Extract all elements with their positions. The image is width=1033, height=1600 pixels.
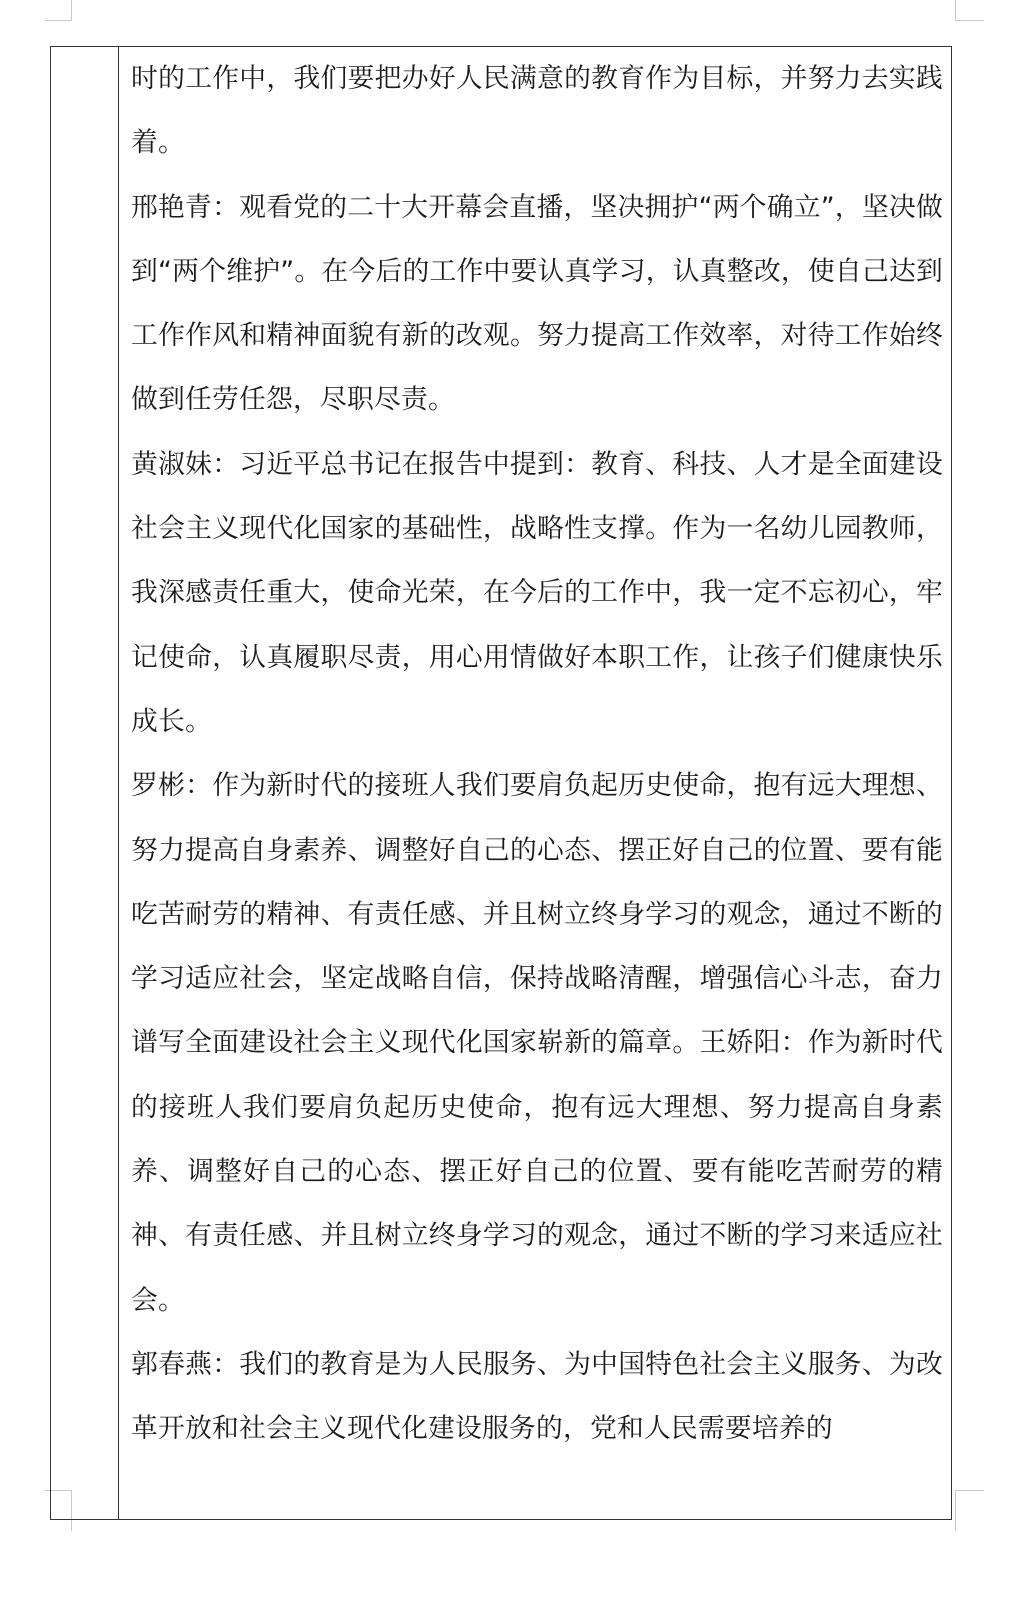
table-left-column — [51, 47, 119, 1519]
paragraph-continuation: 时的工作中，我们要把办好人民满意的教育作为目标，并努力去实践着。 — [131, 63, 943, 159]
crop-mark-top-left — [45, 0, 72, 21]
document-table — [50, 46, 952, 1520]
table-content-cell — [131, 47, 943, 1462]
paragraph-huang-shumei: 黄淑妹：习近平总书记在报告中提到：教育、科技、人才是全面建设社会主义现代化国家的基础性，战略性支撑。作为一名幼儿园教师，我深感责任重大，使命光荣，在今后的工作中，我一定不忘初心，牢记使命，认真履职尽责，用心用情做好本职工作，让孩子们健康快乐成长。 — [131, 448, 943, 737]
crop-mark-bottom-right — [955, 1490, 984, 1531]
paragraph-guo-chunyan: 郭春燕：我们的教育是为人民服务、为中国特色社会主义服务、为改革开放和社会主义现代化建设服务的，党和人民需要培养的 — [131, 1348, 943, 1445]
paragraph-xing-yanqing: 邢艳青：观看党的二十大开幕会直播，坚决拥护“两个确立”，坚决做到“两个维护”。在今后的工作中要认真学习，认真整改，使自己达到工作作风和精神面貌有新的改观。努力提高工作效率，对待工作始终做到任劳任怨，尽职尽责。 — [131, 191, 943, 416]
paragraph-luo-bin: 罗彬：作为新时代的接班人我们要肩负起历史使命，抱有远大理想、努力提高自身素养、调整好自己的心态、摆正好自己的位置、要有能吃苦耐劳的精神、有责任感、并且树立终身学习的观念，通过不断的学习适应社会，坚定战略自信，保持战略清醒，增强信心斗志，奋力谱写全面建设社会主义现代化国家崭新的篇章。王娇阳：作为新时代的接班人我们要肩负起历史使命，抱有远大理想、努力提高自身素养、调整好自己的心态、摆正好自己的位置、要有能吃苦耐劳的精神、有责任感、并且树立终身学习的观念，通过不断的学习来适应社会。 — [131, 770, 943, 1316]
crop-mark-top-right — [955, 0, 984, 21]
